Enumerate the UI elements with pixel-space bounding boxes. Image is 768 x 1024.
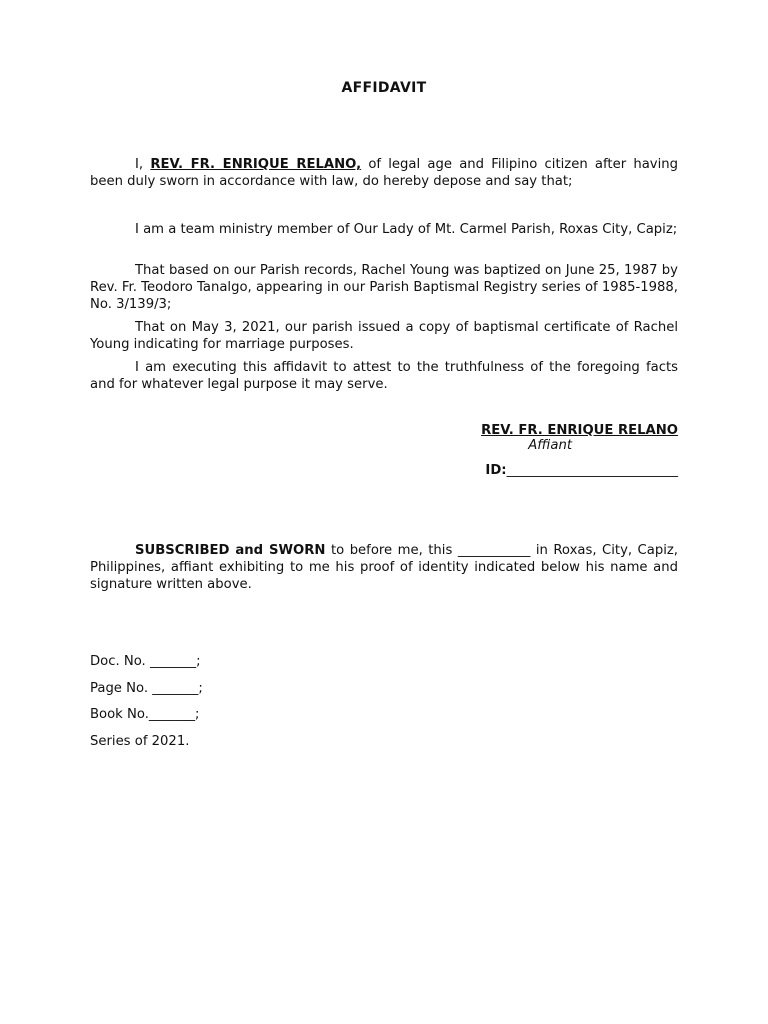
- doc-no: Doc. No. _______;: [90, 654, 201, 669]
- paragraph-certificate-text: That on May 3, 2021, our parish issued a copy of baptismal certificate of Rachel Young indicating for marriage purposes.: [90, 320, 678, 352]
- intro-paragraph: [90, 156, 678, 190]
- affiant-name-inline: REV. FR. ENRIQUE RELANO,: [150, 157, 362, 172]
- paragraph-purpose-text: I am executing this affidavit to attest to the truthfulness of the foregoing facts and for whatever legal purpose it may serve.: [90, 360, 678, 392]
- intro-pre: I,: [135, 157, 151, 172]
- id-blank: __________________________: [506, 463, 678, 478]
- paragraph-certificate: [90, 319, 678, 353]
- series: Series of 2021.: [90, 734, 190, 749]
- id-line: [400, 463, 678, 478]
- paragraph-ministry: [90, 221, 678, 238]
- book-no: Book No._______;: [90, 707, 200, 722]
- signature-block: [400, 423, 678, 453]
- affiant-signature-name: REV. FR. ENRIQUE RELANO: [481, 423, 678, 438]
- paragraph-purpose: [90, 359, 678, 393]
- affiant-role: Affiant: [528, 438, 572, 453]
- page-no: Page No. _______;: [90, 681, 203, 696]
- jurat-rest: to before me, this ___________ in Roxas, City, Capiz, Philippines, affiant exhibiting to me his proof of identity indicated below his name and signature written above.: [90, 543, 678, 592]
- document-title: AFFIDAVIT: [341, 80, 427, 96]
- paragraph-ministry-text: I am a team ministry member of Our Lady of Mt. Carmel Parish, Roxas City, Capiz;: [135, 222, 678, 237]
- paragraph-baptism-record: [90, 262, 678, 313]
- id-label: ID:: [485, 463, 507, 478]
- jurat-lead: SUBSCRIBED and SWORN: [135, 543, 326, 558]
- jurat-paragraph: [90, 542, 678, 593]
- intro-post: of legal age and Filipino citizen after having been duly sworn in accordance with law, do hereby depose and say that;: [90, 157, 678, 189]
- paragraph-baptism-text: That based on our Parish records, Rachel Young was baptized on June 25, 1987 by Rev. Fr. Teodoro Tanalgo, appearing in our Parish Baptismal Registry series of 1985-1988, No. 3/139/3;: [90, 263, 678, 312]
